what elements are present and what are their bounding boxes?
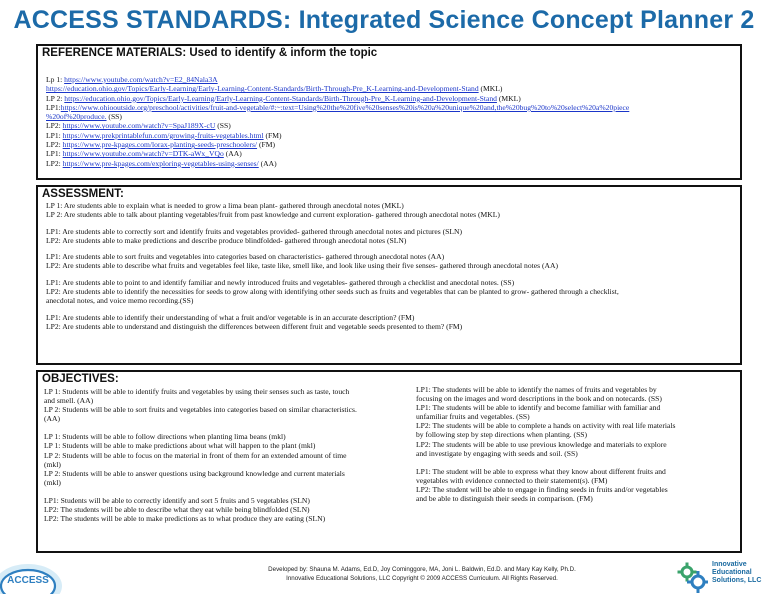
reference-item: [46, 159, 740, 168]
objectives-header: OBJECTIVES:: [42, 373, 119, 385]
objective-line: LP2: The student will be able to engage in finding seeds in fruits and/or vegetables: [416, 484, 668, 494]
assessment-line: LP2: Are students able to identify the necessities for seeds to grow along with identifying other seeds such as fruits and vegetables that can be planted to grow- gathered through a checklist,: [46, 287, 619, 297]
reference-link[interactable]: https://www.prekprintablefun.com/growing-fruits-vegetables.html: [62, 130, 264, 140]
objective-line: LP1: The students will be able to identify and become familiar with familiar and: [416, 403, 661, 413]
assessment-group: [46, 227, 740, 245]
reference-link[interactable]: https://education.ohio.gov/Topics/Early-Learning/Early-Learning-Content-Standards/Birth-Through-Pre_K-Learning-and-Development-Stand: [46, 84, 479, 94]
assessment-line: LP2: Are students able to make predictions and describe produce blindfolded- gathered through anecdotal notes (SLN): [46, 235, 407, 245]
reference-author: (MKL): [496, 93, 521, 103]
objective-line: (AA): [44, 414, 61, 424]
assessment-group: [46, 201, 740, 219]
assessment-group: [46, 278, 740, 305]
assessment-line: LP2: Are students able to understand and distinguish the differences between different fruit and vegetable seeds presented to them? (FM): [46, 321, 463, 331]
credits-copyright: Innovative Educational Solutions, LLC Copyright © 2009 ACCESS Curriculum. All Rights Reserved.: [286, 575, 558, 582]
reference-item: [46, 112, 740, 121]
assessment-line: LP1: Are students able to sort fruits and vegetables into categories based on characteristics- gathered through anecdotal notes (AA): [46, 252, 445, 262]
reference-author: (SS): [106, 112, 122, 122]
reference-link[interactable]: https://www.ohiooutside.org/preschool/activities/fruit-and-vegetable/#:~:text=Using%20the%20five%20senses%20is%20a%20unique%20and,the%20bug%20to%20select%20a%20piece: [60, 102, 630, 112]
objectives-panel: [36, 370, 742, 553]
reference-label: LP2:: [46, 158, 63, 168]
objective-line: LP1: Students will be able to correctly identify and sort 5 fruits and 5 vegetables (SLN): [44, 495, 310, 505]
reference-label: LP1:: [46, 149, 63, 159]
objective-line: and be able to distinguish their seeds in comparison. (FM): [416, 494, 593, 504]
access-logo: [0, 556, 72, 594]
reference-author: (AA): [223, 149, 242, 159]
objective-line: and investigate by engaging with seeds and soil. (SS): [416, 448, 578, 458]
objective-line: LP2: The students will be able to make predictions as to what produce they are eating (SLN): [44, 514, 326, 524]
objective-line: focusing on the images and word descriptions in the book and on notecards. (SS): [416, 394, 662, 404]
org-name-line: Educational: [712, 569, 752, 577]
gears-icon: [676, 561, 708, 593]
reference-author: (FM): [263, 130, 282, 140]
reference-item: [46, 149, 740, 158]
objective-line: LP 1: Students will be able to identify fruits and vegetables by using their senses such as taste, touch: [44, 387, 350, 396]
credits-authors: Developed by: Shauna M. Adams, Ed.D, Joy Cominggore, MA, Joni L. Baldwin, Ed.D. and Mary Kay Kelly, Ph.D.: [268, 566, 576, 573]
reference-author: (AA): [258, 158, 277, 168]
org-name: [712, 561, 761, 586]
reference-link[interactable]: https://www.youtube.com/watch?v=E2_84Nala3A: [64, 75, 218, 84]
assessment-panel: [36, 185, 742, 365]
reference-item: [46, 75, 740, 84]
objective-line: and smell. (AA): [44, 396, 94, 406]
assessment-line: LP 2: Are students able to talk about planting vegetables/fruit from past knowledge and current exploration- gathered through anecdotal notes (MKL): [46, 210, 500, 220]
assessment-group: [46, 252, 740, 270]
credits: [232, 565, 612, 583]
objective-line: LP 2: Students will be able to focus on the material in front of them for an extended amount of time: [44, 450, 347, 460]
assessment-list: [38, 200, 740, 331]
objective-line: LP 1: Students will be able to follow directions when planting lima beans (mkl): [44, 432, 286, 442]
reference-materials-panel: [36, 44, 742, 180]
org-name-line: Innovative: [712, 561, 747, 568]
reference-item: [46, 103, 740, 112]
reference-item: [46, 121, 740, 130]
assessment-line: anecdotal notes, and voice memo recording.(SS): [46, 296, 194, 306]
reference-link[interactable]: https://education.ohio.gov/Topics/Early-Learning/Early-Learning-Content-Standards/Birth-Through-Pre_K-Learning-and-Development-Stand: [64, 93, 497, 103]
reference-author: (FM): [257, 140, 275, 150]
reference-label: Lp 1:: [46, 75, 65, 84]
reference-label: LP2:: [46, 121, 63, 131]
assessment-line: LP1: Are students able to identify their understanding of what a fruit and/or vegetable is in an accurate description? (FM): [46, 312, 415, 322]
reference-list: [38, 59, 740, 168]
objective-line: LP1: The students will be able to identify the names of fruits and vegetables by: [416, 385, 657, 394]
objective-line: LP 2: Students will be able to answer questions using background knowledge and current materials: [44, 468, 345, 478]
assessment-header: ASSESSMENT:: [42, 188, 124, 200]
objective-line: by following step by step directions when planting. (SS): [416, 430, 588, 440]
reference-label: LP1:: [46, 102, 61, 112]
objective-line: (mkl): [44, 459, 61, 469]
reference-item: [46, 84, 740, 93]
reference-item: [46, 140, 740, 149]
objective-line: LP2: The students will be able to describe what they eat while being blindfolded (SLN): [44, 505, 310, 515]
reference-materials-header: REFERENCE MATERIALS: Used to identify & inform the topic: [42, 47, 378, 59]
objective-line: LP2: The students will be able to complete a hands on activity with real life materials: [416, 421, 676, 431]
assessment-line: LP1: Are students able to correctly sort and identify fruits and vegetables provided- gathered through anecdotal notes and pictures (SLN): [46, 226, 463, 236]
objective-line: unfamiliar fruits and vegetables. (SS): [416, 412, 530, 422]
reference-label: LP2:: [46, 140, 63, 150]
reference-link[interactable]: %20of%20produce.: [46, 112, 107, 122]
objective-line: LP2: The students will be able to use previous knowledge and materials to explore: [416, 439, 667, 449]
reference-link[interactable]: https://www.youtube.com/watch?v=DTK-aWx_VQo: [62, 149, 224, 159]
assessment-line: LP 1: Are students able to explain what is needed to grow a lima bean plant- gathered through anecdotal notes (MKL): [46, 201, 404, 210]
access-logo-text: ACCESS: [7, 575, 49, 586]
page-title: ACCESS STANDARDS: Integrated Science Concept Planner 2: [13, 6, 755, 34]
reference-label: LP 2:: [46, 93, 65, 103]
reference-author: (MKL): [478, 84, 503, 94]
footer: [0, 556, 768, 594]
reference-author: (SS): [215, 121, 231, 131]
objectives-right-column: [416, 385, 738, 503]
org-name-line: Solutions, LLC: [712, 577, 762, 585]
reference-link[interactable]: https://www.youtube.com/watch?v=SpaJ189X-cU: [62, 121, 216, 131]
objective-line: LP 1: Students will be able to make predictions about what will happen to the plant (mkl): [44, 441, 316, 451]
reference-item: [46, 131, 740, 140]
reference-link[interactable]: https://www.pre-kpages.com/exploring-vegetables-using-senses/: [62, 158, 259, 168]
objectives-left-column: [44, 387, 384, 523]
reference-label: LP1:: [46, 130, 63, 140]
objective-line: (mkl): [44, 477, 61, 487]
objective-line: LP 2: Students will be able to sort fruits and vegetables into categories based on similar characteristics.: [44, 405, 357, 415]
assessment-group: [46, 313, 740, 331]
assessment-line: LP2: Are students able to describe what fruits and vegetables feel like, taste like, smell like, and look like using their five senses- gathered through anecdotal notes (AA): [46, 261, 559, 271]
assessment-line: LP1: Are students able to point to and identify familiar and newly introduced fruits and vegetables- gathered through a checklist and anecdotal notes. (SS): [46, 278, 515, 288]
objective-line: LP1: The student will be able to express what they know about different fruits and: [416, 466, 666, 476]
objective-line: vegetables with evidence connected to their statement(s). (FM): [416, 475, 608, 485]
reference-item: [46, 94, 740, 103]
reference-link[interactable]: https://www.pre-kpages.com/lorax-planting-seeds-preschoolers/: [62, 140, 258, 150]
